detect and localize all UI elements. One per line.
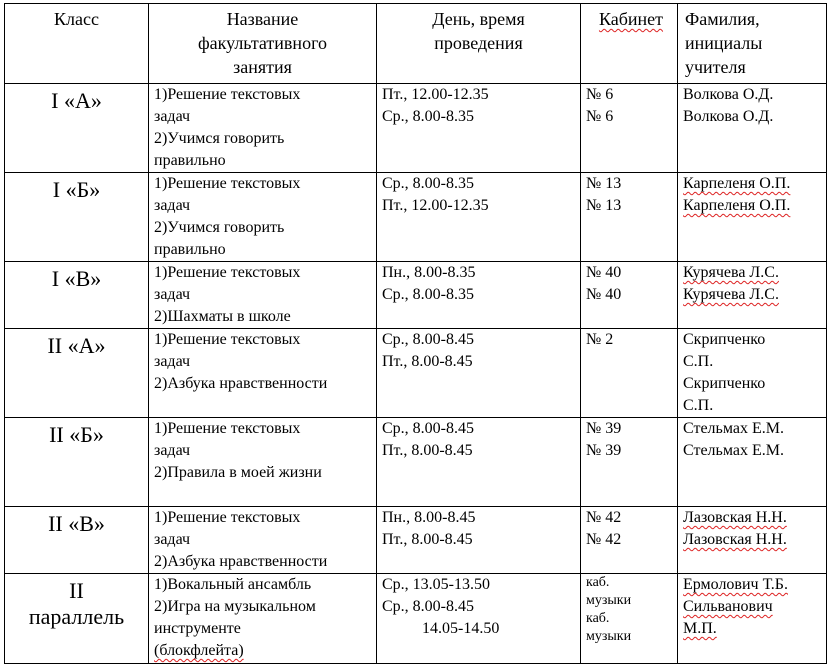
course-line: 2)Азбука нравственности xyxy=(154,375,328,392)
course-line: задач xyxy=(154,197,191,214)
room-line: № 39 xyxy=(586,420,622,437)
teacher-name: Сильванович xyxy=(683,598,773,615)
course-line: 2)Азбука нравственности xyxy=(154,553,328,570)
table-row xyxy=(5,262,827,329)
class-cell xyxy=(5,84,149,173)
time-line: Пт., 12.00-12.35 xyxy=(382,197,489,214)
course-line: 1)Вокальный ансамбль xyxy=(154,576,312,593)
table-row xyxy=(5,173,827,262)
time-line: Пт., 12.00-12.35 xyxy=(382,86,489,103)
time-cell xyxy=(377,574,581,664)
room-line: № 42 xyxy=(586,509,622,526)
class-cell xyxy=(5,329,149,418)
room-cell xyxy=(581,507,678,574)
room-cell xyxy=(581,262,678,329)
teacher-name: Карпеленя О.П. xyxy=(683,197,791,214)
table-row xyxy=(5,507,827,574)
course-line xyxy=(154,640,376,662)
course-line: правильно xyxy=(154,241,226,258)
teacher-name: М.П. xyxy=(683,620,717,637)
time-line: Пт., 8.00-8.45 xyxy=(382,442,473,459)
room-line: № 2 xyxy=(586,331,614,348)
teacher-line xyxy=(683,284,826,306)
teacher-cell xyxy=(678,574,827,664)
schedule-table xyxy=(4,3,827,664)
course-cell xyxy=(149,507,377,574)
class-cell xyxy=(5,173,149,262)
class-line: II «А» xyxy=(47,333,106,358)
course-text: (блокфлейта) xyxy=(154,642,244,659)
course-line: 1)Решение текстовых xyxy=(154,264,301,281)
class-line: параллель xyxy=(28,604,125,629)
class-cell xyxy=(5,418,149,507)
room-line: каб. xyxy=(586,575,610,590)
class-cell xyxy=(5,507,149,574)
teacher-line xyxy=(683,262,826,284)
course-line: 2)Игра на музыкальном xyxy=(154,598,316,615)
teacher-name: Ермолович Т.Б. xyxy=(683,576,788,593)
time-cell xyxy=(377,84,581,173)
table-row xyxy=(5,84,827,173)
room-line: каб. xyxy=(586,611,610,626)
teacher-cell xyxy=(678,262,827,329)
table-body xyxy=(5,84,827,664)
class-line: II xyxy=(69,578,84,603)
teacher-name: Курячева Л.С. xyxy=(683,264,779,281)
time-line: Ср., 8.00-8.45 xyxy=(382,598,474,615)
room-cell xyxy=(581,329,678,418)
header-course: Название факультативного занятия xyxy=(149,4,377,84)
class-cell xyxy=(5,574,149,664)
table-row xyxy=(5,329,827,418)
class-line: II «Б» xyxy=(49,422,104,447)
course-cell xyxy=(149,262,377,329)
time-line: Пн., 8.00-8.35 xyxy=(382,264,476,281)
time-line: Ср., 8.00-8.35 xyxy=(382,108,474,125)
course-line: 1)Решение текстовых xyxy=(154,420,301,437)
room-cell xyxy=(581,418,678,507)
course-line: задач xyxy=(154,108,191,125)
teacher-cell xyxy=(678,329,827,418)
course-line: инструменте xyxy=(154,620,241,637)
course-cell xyxy=(149,173,377,262)
header-class: Класс xyxy=(5,4,149,84)
class-line: I «А» xyxy=(51,88,102,113)
room-cell xyxy=(581,84,678,173)
course-line: 2)Учимся говорить xyxy=(154,130,285,147)
time-line: Ср., 8.00-8.35 xyxy=(382,286,474,303)
class-line: I «Б» xyxy=(52,177,101,202)
teacher-line xyxy=(683,596,826,618)
course-line: 2)Шахматы в школе xyxy=(154,308,291,325)
room-line: № 13 xyxy=(586,197,622,214)
time-line: Ср., 8.00-8.35 xyxy=(382,175,474,192)
time-line: Ср., 8.00-8.45 xyxy=(382,420,474,437)
course-line: 1)Решение текстовых xyxy=(154,331,301,348)
course-line: правильно xyxy=(154,152,226,169)
teacher-line: Стельмах Е.М. xyxy=(683,442,784,459)
teacher-cell xyxy=(678,84,827,173)
room-line: № 39 xyxy=(586,442,622,459)
teacher-line: Скрипченко xyxy=(683,375,766,392)
course-line: задач xyxy=(154,353,191,370)
room-line: музыки xyxy=(586,629,632,644)
course-cell xyxy=(149,329,377,418)
teacher-name: Карпеленя О.П. xyxy=(683,175,791,192)
teacher-line xyxy=(683,195,826,217)
room-cell xyxy=(581,574,678,664)
time-cell xyxy=(377,507,581,574)
room-line: № 40 xyxy=(586,286,622,303)
header-time: День, время проведения xyxy=(377,4,581,84)
course-line: 2)Учимся говорить xyxy=(154,219,285,236)
teacher-name: Лазовская Н.Н. xyxy=(683,531,787,548)
teacher-line xyxy=(683,574,826,596)
header-room: Кабинет xyxy=(581,4,678,84)
room-line: № 13 xyxy=(586,175,622,192)
room-line: № 42 xyxy=(586,531,622,548)
teacher-line xyxy=(683,507,826,529)
teacher-line: С.П. xyxy=(683,397,714,414)
room-line: музыки xyxy=(586,593,632,608)
course-line: 1)Решение текстовых xyxy=(154,175,301,192)
course-line: задач xyxy=(154,531,191,548)
course-line: 2)Правила в моей жизни xyxy=(154,464,322,481)
time-cell xyxy=(377,262,581,329)
header-row xyxy=(5,4,827,84)
class-cell xyxy=(5,262,149,329)
teacher-line xyxy=(683,529,826,551)
table-row xyxy=(5,574,827,664)
teacher-line: С.П. xyxy=(683,353,714,370)
teacher-name: Лазовская Н.Н. xyxy=(683,509,787,526)
time-cell xyxy=(377,418,581,507)
time-line: Ср., 8.00-8.45 xyxy=(382,331,474,348)
course-cell xyxy=(149,418,377,507)
teacher-line xyxy=(683,618,826,640)
course-cell xyxy=(149,84,377,173)
time-line: 14.05-14.50 xyxy=(422,620,500,637)
table-row xyxy=(5,418,827,507)
teacher-line: Стельмах Е.М. xyxy=(683,420,784,437)
course-cell xyxy=(149,574,377,664)
teacher-line xyxy=(683,173,826,195)
header-teacher: Фамилия, инициалы учителя xyxy=(678,4,827,84)
time-line: Ср., 13.05-13.50 xyxy=(382,576,490,593)
teacher-line: Волкова О.Д. xyxy=(683,108,774,125)
teacher-cell xyxy=(678,173,827,262)
course-line: задач xyxy=(154,442,191,459)
course-line: задач xyxy=(154,286,191,303)
time-cell xyxy=(377,173,581,262)
room-line: № 40 xyxy=(586,264,622,281)
room-cell xyxy=(581,173,678,262)
course-line: 1)Решение текстовых xyxy=(154,509,301,526)
course-line: 1)Решение текстовых xyxy=(154,86,301,103)
time-line: Пн., 8.00-8.45 xyxy=(382,509,476,526)
teacher-cell xyxy=(678,418,827,507)
teacher-name: Курячева Л.С. xyxy=(683,286,779,303)
time-line: Пт., 8.00-8.45 xyxy=(382,531,473,548)
class-line: I «В» xyxy=(51,266,102,291)
teacher-line: Волкова О.Д. xyxy=(683,86,774,103)
class-line: II «В» xyxy=(48,511,105,536)
teacher-line: Скрипченко xyxy=(683,331,766,348)
time-cell xyxy=(377,329,581,418)
teacher-cell xyxy=(678,507,827,574)
room-line: № 6 xyxy=(586,86,614,103)
time-line: Пт., 8.00-8.45 xyxy=(382,353,473,370)
room-line: № 6 xyxy=(586,108,614,125)
